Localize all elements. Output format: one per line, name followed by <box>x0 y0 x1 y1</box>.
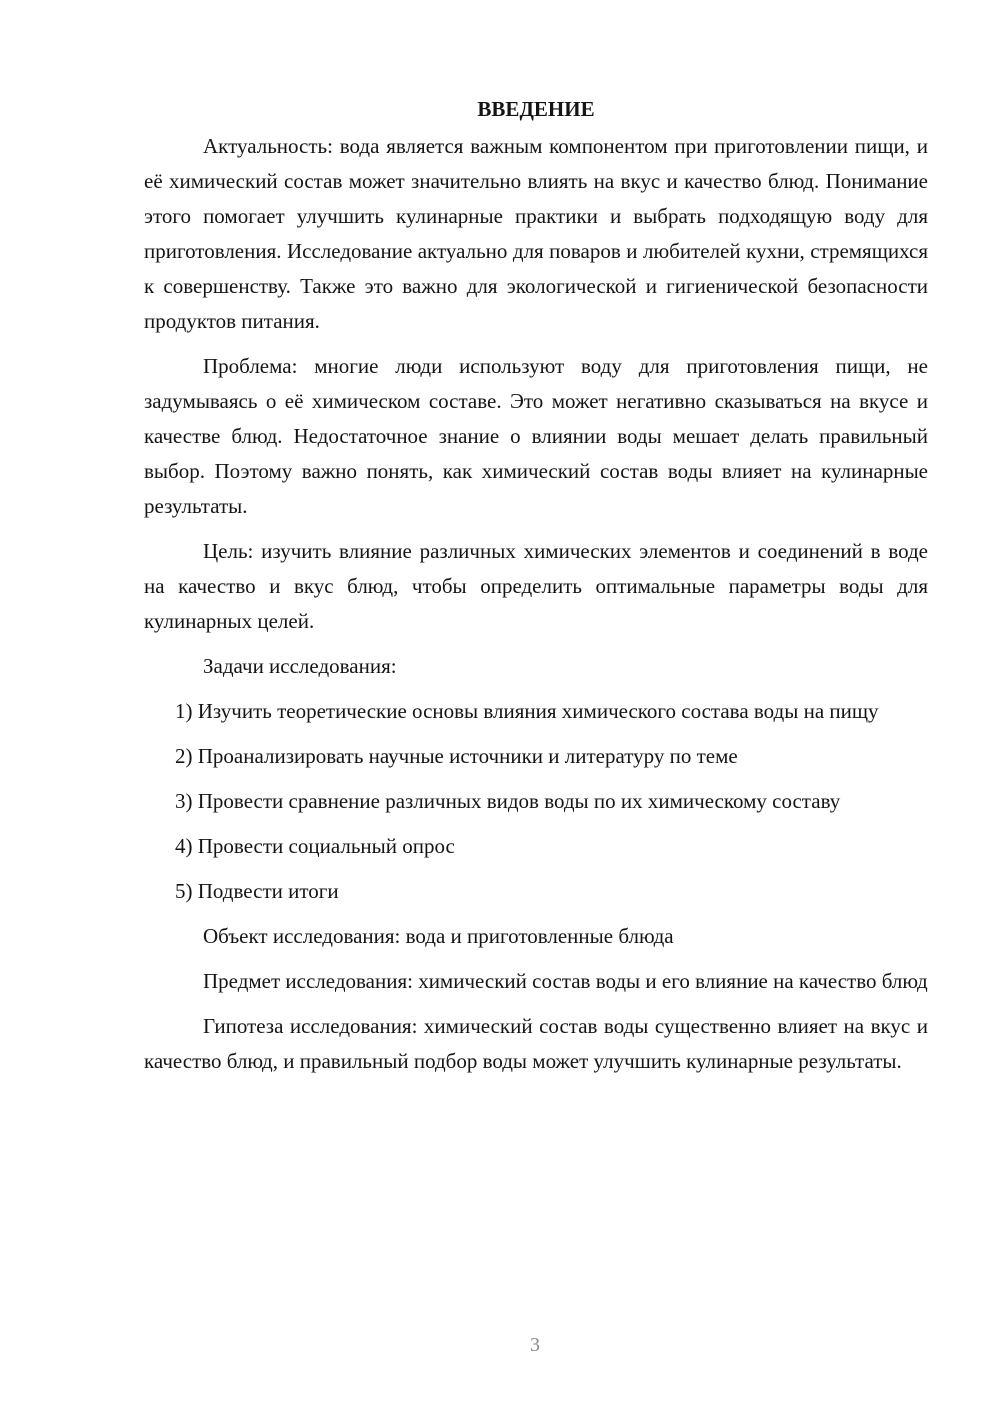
tasks-heading: Задачи исследования: <box>203 654 397 678</box>
task-item: 2) Проанализировать научные источники и литературу по теме <box>175 744 738 768</box>
page-title: ВВЕДЕНИЕ <box>477 97 595 121</box>
task-item: 3) Провести сравнение различных видов воды по их химическому составу <box>175 789 841 813</box>
task-item: 1) Изучить теоретические основы влияния химического состава воды на пищу <box>175 699 879 723</box>
page-number: 3 <box>530 1334 540 1356</box>
page-content <box>144 92 928 1089</box>
relevance-paragraph: Актуальность: вода является важным компонентом при приготовлении пищи, и её химический состав может значительно влиять на вкус и качество блюд. Понимание этого помогает улучшить кулинарные практики и выбрать подходящую воду для приготовления. Исследование актуально для поваров и любителей кухни, стремящихся к совершенству. Также это важно для экологической и гигиенической безопасности продуктов питания. <box>144 134 928 333</box>
goal-paragraph: Цель: изучить влияние различных химических элементов и соединений в воде на качество и вкус блюд, чтобы определить оптимальные параметры воды для кулинарных целей. <box>144 539 928 633</box>
object-paragraph: Объект исследования: вода и приготовленные блюда <box>203 924 674 948</box>
task-item: 5) Подвести итоги <box>175 879 339 903</box>
hypothesis-paragraph: Гипотеза исследования: химический состав воды существенно влияет на вкус и качество блюд, и правильный подбор воды может улучшить кулинарные результаты. <box>144 1014 928 1073</box>
task-item: 4) Провести социальный опрос <box>175 834 455 858</box>
subject-paragraph: Предмет исследования: химический состав воды и его влияние на качество блюд <box>203 969 928 993</box>
problem-paragraph: Проблема: многие люди используют воду для приготовления пищи, не задумываясь о её химическом составе. Это может негативно сказываться на вкусе и качестве блюд. Недостаточное знание о влиянии воды мешает делать правильный выбор. Поэтому важно понять, как химический состав воды влияет на кулинарные результаты. <box>144 354 928 518</box>
